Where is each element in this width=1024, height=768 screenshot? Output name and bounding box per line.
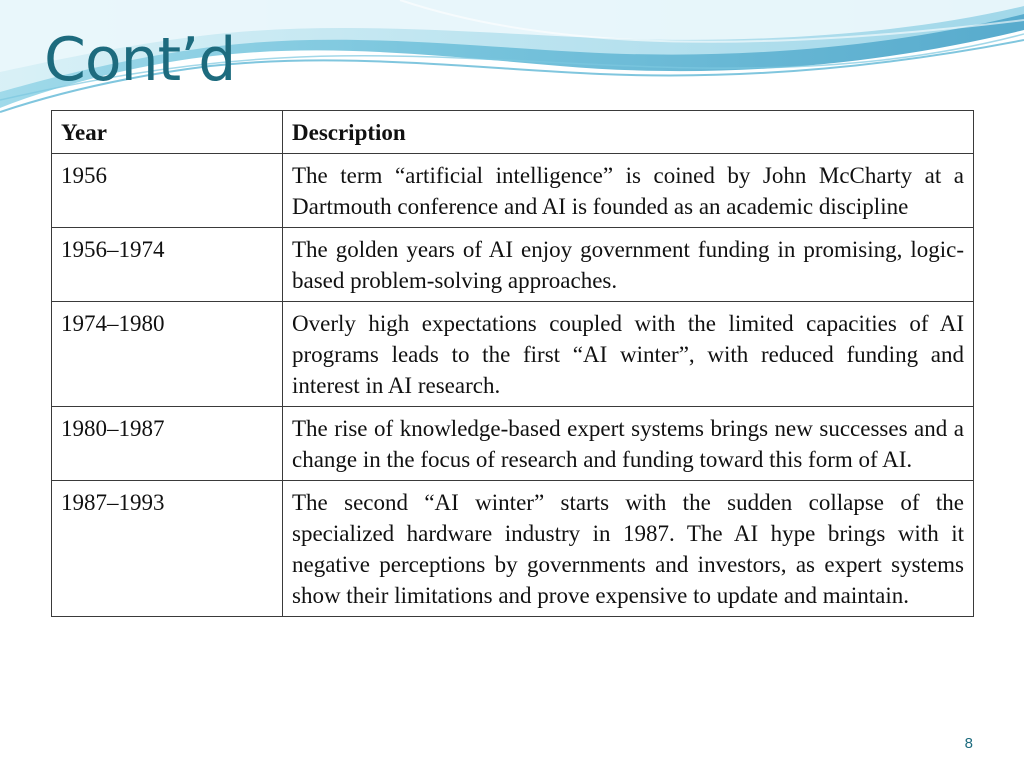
table-row [52,154,974,228]
year-column-header: Year [52,111,283,154]
ai-history-table [51,110,974,617]
year-cell: 1956 [52,154,283,228]
year-cell: 1980–1987 [52,407,283,481]
year-cell: 1987–1993 [52,481,283,617]
description-column-header: Description [283,111,974,154]
page-number: 8 [964,735,973,752]
year-cell: 1974–1980 [52,302,283,407]
description-cell: The rise of knowledge-based expert systems brings new successes and a change in the focus of research and funding toward this form of AI. [283,407,974,481]
table-row [52,228,974,302]
table-row [52,302,974,407]
table-row [52,407,974,481]
description-cell: The golden years of AI enjoy government funding in promising, logic-based problem-solving approaches. [283,228,974,302]
description-cell: The term “artificial intelligence” is coined by John McCharty at a Dartmouth conference and AI is founded as an academic discipline [283,154,974,228]
table-row [52,481,974,617]
table-header-row [52,111,974,154]
slide-title: Cont’d [44,25,236,95]
year-cell: 1956–1974 [52,228,283,302]
description-cell: The second “AI winter” starts with the sudden collapse of the specialized hardware industry in 1987. The AI hype brings with it negative perceptions by governments and investors, as expert systems show their limitations and prove expensive to update and maintain. [283,481,974,617]
description-cell: Overly high expectations coupled with the limited capacities of AI programs leads to the first “AI winter”, with reduced funding and interest in AI research. [283,302,974,407]
